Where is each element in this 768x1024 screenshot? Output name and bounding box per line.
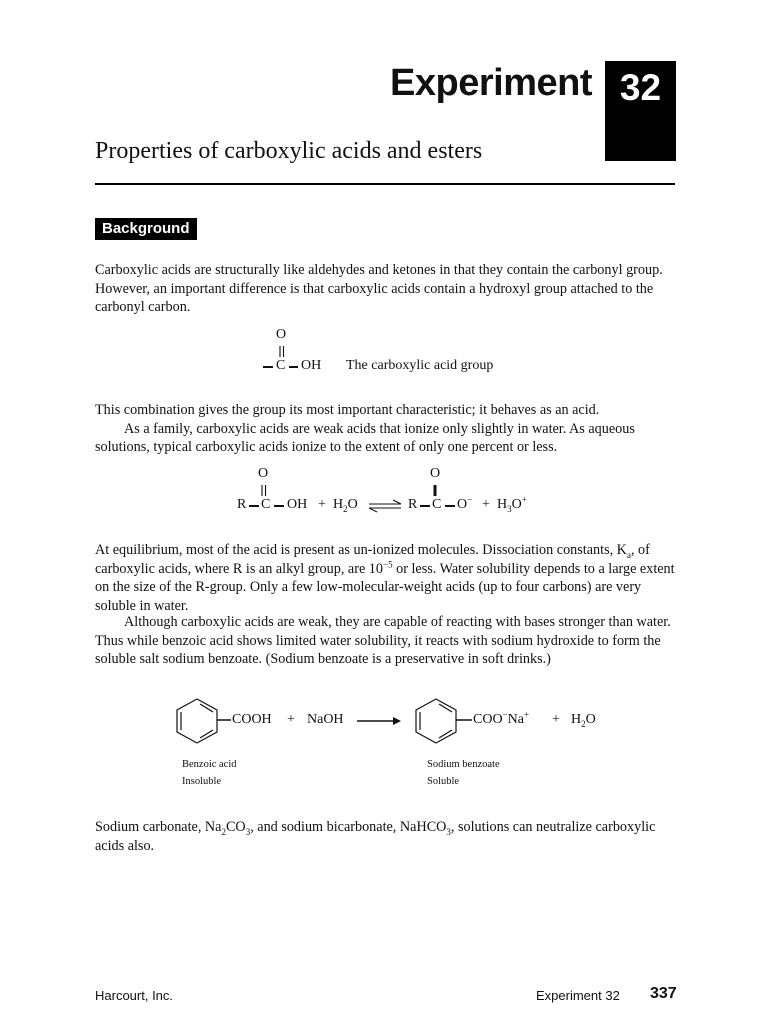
eq1-water-o: O: [347, 497, 358, 512]
eq1-water-sub: 2: [343, 503, 348, 514]
p5-sub-2: 3: [245, 826, 251, 837]
eq2-water: [571, 712, 596, 728]
label-soluble: Soluble: [427, 776, 460, 787]
experiment-label: Experiment: [390, 62, 592, 104]
eq1-hydronium-o: O: [511, 497, 522, 512]
eq2-water-o: O: [585, 712, 596, 727]
p5-text-1: Sodium carbonate, Na: [95, 819, 222, 835]
eq2-minus: −: [502, 709, 508, 720]
experiment-number: 32: [619, 67, 662, 108]
eq1-carboxylate-o: O: [457, 497, 468, 512]
p3-text-3: or less. Water solubility depends to a large extent on the size of the R-group. Only a few low-molecular-weight acids (up to four carbons) are very soluble in water.: [95, 560, 675, 614]
eq2-coo: COO: [473, 712, 503, 727]
paragraph-acid-line: This combination gives the group its most important characteristic; it behaves as an acid.: [95, 402, 600, 418]
eq2-naoh: NaOH: [307, 712, 344, 727]
eq1-r-right: R: [408, 497, 418, 512]
eq1-minus: −: [467, 494, 473, 505]
eq1-hydronium-h: H: [497, 497, 508, 512]
p5-text-3: , and sodium bicarbonate, NaHCO: [250, 819, 447, 835]
eq1-plus2: +: [482, 497, 490, 512]
p4-text: Although carboxylic acids are weak, they are capable of reacting with bases stronger than water. Thus while benzoic acid shows limited water solubility, it reacts with sodium hydroxide to form the soluble salt sodium benzoate. (Sodium benzoate is a preservative in soft drinks.): [95, 614, 671, 667]
p5-sub-3: 3: [446, 826, 451, 837]
eq1-oxygen-left: O: [258, 466, 269, 481]
paragraph-carbonates: [95, 818, 680, 855]
eq1-r-left: R: [237, 497, 247, 512]
eq1-c-right: C: [432, 497, 442, 512]
page-number: 337: [650, 985, 677, 1002]
eq2-cooh: COOH: [232, 712, 272, 727]
fig1-oxygen: O: [276, 327, 287, 342]
p5-text-4: , solutions can neutralize carboxylic acids also.: [95, 819, 656, 854]
fig1-carbon: C: [276, 358, 286, 373]
eq2-plus-charge: +: [523, 709, 530, 720]
p3-exponent: −5: [383, 558, 393, 569]
eq2-plus2: +: [552, 712, 560, 727]
eq1-oxygen-right: O: [430, 466, 441, 481]
eq1-c-left: C: [261, 497, 271, 512]
eq2-benzoate: [473, 709, 530, 728]
p5-text-2: CO: [225, 819, 246, 835]
eq2-plus1: +: [287, 712, 295, 727]
fig1-caption: The carboxylic acid group: [346, 358, 494, 373]
label-benzoic-acid: Benzoic acid: [182, 759, 237, 770]
eq2-water-sub: 2: [581, 718, 586, 729]
p3-text-2: , of carboxylic acids, where R is an alkyl group, are 10: [95, 542, 650, 577]
footer-experiment: Experiment 32: [536, 988, 620, 1003]
eq1-hydronium-sub: 3: [507, 503, 512, 514]
label-sodium-benzoate: Sodium benzoate: [427, 759, 500, 770]
eq2-na: Na: [507, 712, 524, 727]
fig1-hydroxyl: OH: [301, 358, 322, 373]
eq1-plus1: +: [318, 497, 326, 512]
footer-publisher: Harcourt, Inc.: [95, 988, 174, 1003]
label-insoluble: Insoluble: [182, 776, 222, 787]
paragraph-weak-acids: As a family, carboxylic acids are weak acids that ionize only slightly in water. As aqueous solutions, typical carboxylic acids ionize to the extent of only one percent or less.: [95, 420, 635, 455]
eq2-water-h: H: [571, 712, 582, 727]
section-badge: Background: [95, 218, 197, 240]
p3-ka-sub: a: [626, 549, 631, 560]
eq1-hydroxyl: OH: [287, 497, 308, 512]
eq1-water-h: H: [333, 497, 344, 512]
p3-text-1: At equilibrium, most of the acid is present as un-ionized molecules. Dissociation constants, K: [95, 542, 627, 558]
page-title: Properties of carboxylic acids and esters: [95, 138, 483, 164]
p5-sub-1: 2: [221, 826, 226, 837]
eq1-plus-charge: +: [521, 494, 527, 505]
paragraph-intro: Carboxylic acids are structurally like aldehydes and ketones in that they contain the carbonyl group. However, an important difference is that carboxylic acids contain a hydroxyl group attached to the carbonyl carbon.: [95, 262, 663, 315]
